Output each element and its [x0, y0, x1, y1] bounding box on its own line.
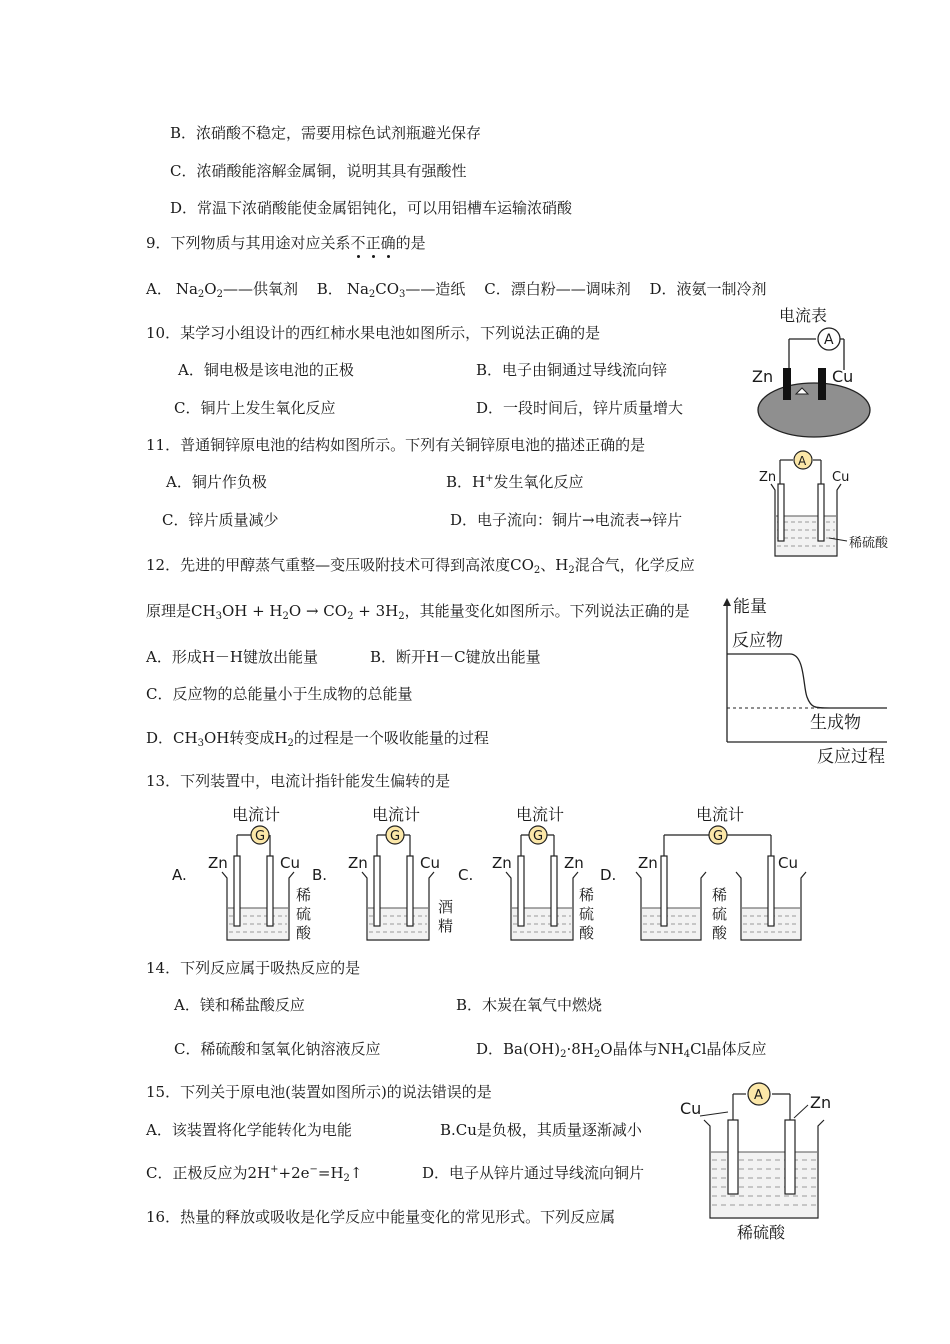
q14-option-c: C．稀硫酸和氢氧化钠溶液反应: [174, 1040, 381, 1058]
q10-option-c: C．铜片上发生氧化反应: [174, 399, 336, 417]
q13-a-g: G: [255, 829, 266, 844]
q13-d-right: Cu: [778, 854, 798, 872]
energy-curve: [727, 654, 887, 708]
q13-c-liquid-2: 硫: [579, 905, 595, 923]
tomato-battery-figure: [752, 302, 882, 437]
q9-option-c: C．漂白粉——调味剂: [484, 280, 631, 298]
q8-option-b: B．浓硝酸不稳定，需要用棕色试剂瓶避光保存: [170, 124, 482, 142]
q11-meter-symbol: A: [798, 454, 807, 468]
q13-b-liquid-2: 精: [438, 917, 454, 935]
tomato-shape: [758, 383, 870, 437]
q12-stem-line1: [146, 555, 695, 575]
q9-stem: [146, 233, 426, 253]
q13-d-liquid-2: 硫: [712, 905, 728, 923]
q11-solution-label: 稀硫酸: [849, 536, 889, 551]
q12-formula-ch3oh: $CH_3OH$: [173, 729, 230, 749]
q11-electrode-right: Cu: [832, 470, 850, 485]
q10-electrode-right: Cu: [832, 367, 854, 386]
q9-options: [146, 279, 767, 299]
q9-emph-1: 不: [350, 234, 366, 252]
q13-d-liquid-1: 稀: [712, 886, 728, 904]
q9-option-b-text: ——造纸: [405, 280, 466, 298]
q13-b-option: B.: [312, 866, 328, 884]
q13-c-liquid-1: 稀: [579, 886, 595, 904]
q11-option-b-text: 发生氧化反应: [493, 473, 584, 491]
q13-c-meter: 电流计: [516, 805, 565, 824]
q13-figure-b: [312, 800, 462, 945]
q13-b-meter: 电流计: [372, 805, 421, 824]
q10-stem: 10．某学习小组设计的西红柿水果电池如图所示，下列说法正确的是: [146, 324, 601, 342]
q11-option-a: A．铜片作负极: [166, 473, 267, 491]
q15-solution-label: 稀硫酸: [737, 1223, 786, 1242]
zn-electrode: [778, 484, 784, 541]
energy-product-label: 生成物: [810, 713, 861, 733]
zn-electrode: [783, 368, 791, 400]
q14-option-b: B．木炭在氧气中燃烧: [456, 996, 603, 1014]
q14-formula-baoh2: $Ba(OH)_2\cdot 8H_2O$: [503, 1040, 613, 1060]
zn-electrode: [785, 1120, 795, 1194]
energy-y-label: 能量: [733, 597, 767, 617]
q9-option-a-text: ——供氧剂: [222, 280, 298, 298]
q9-formula-na2co3: $Na_2CO_3$: [346, 280, 406, 300]
q15-cell-figure: [678, 1080, 848, 1245]
q15-stem: 15．下列关于原电池(装置如图所示)的说法错误的是: [146, 1083, 492, 1101]
q9-option-b-label: B．: [316, 280, 343, 298]
q12-option-c: C．反应物的总能量小于生成物的总能量: [146, 685, 413, 703]
q13-a-liquid-1: 稀: [296, 886, 312, 904]
q16-stem: 16．热量的释放或吸收是化学反应中能量变化的常见形式。下列反应属: [146, 1208, 616, 1226]
q8-option-c: C．浓硝酸能溶解金属铜，说明其具有强酸性: [170, 162, 467, 180]
q12-formula-co2: $CO_2$: [510, 556, 541, 576]
q11-formula-h-plus: H+: [472, 473, 494, 491]
q12-formula-h2: $H_2$: [555, 556, 575, 576]
q13-a-option: A.: [172, 866, 187, 884]
q12-formula-h2-d: $H_2$: [274, 729, 294, 749]
q12-stem1-prefix: 12．先进的甲醇蒸气重整—变压吸附技术可得到高浓度: [146, 556, 511, 574]
q13-c-g: G: [533, 829, 544, 844]
q12-equation: $CH_3OH + H_2O \to CO_2 + 3H_2$: [191, 602, 405, 622]
q10-option-b: B．电子由铜通过导线流向锌: [476, 361, 668, 379]
q13-a-liquid-3: 酸: [296, 924, 312, 942]
q11-stem: 11．普通铜锌原电池的结构如图所示。下列有关铜锌原电池的描述正确的是: [146, 436, 646, 454]
q13-figure-c: [458, 800, 603, 945]
q13-figure-a: [172, 800, 312, 945]
q14-stem: 14．下列反应属于吸热反应的是: [146, 959, 361, 977]
q9-stem-suffix: 的是: [395, 234, 426, 252]
q12-option-a: A．形成H－H键放出能量: [146, 648, 318, 666]
energy-diagram: [715, 592, 900, 767]
cu-zn-cell-figure: [755, 448, 895, 558]
q12-stem1-sep: 、: [540, 556, 556, 574]
q12-option-d-suffix: 的过程是一个吸收能量的过程: [293, 729, 489, 747]
q14-formula-nh4cl: $NH_4Cl$: [657, 1040, 707, 1060]
cu-electrode: [728, 1120, 738, 1194]
q12-option-b: B．断开H－C键放出能量: [370, 648, 541, 666]
q13-d-g: G: [713, 829, 724, 844]
q10-electrode-left: Zn: [752, 367, 774, 386]
q12-stem2-prefix: 原理是: [146, 602, 192, 620]
q10-meter-title: 电流表: [779, 306, 828, 325]
q13-a-right: Cu: [280, 854, 300, 872]
q13-c-left: Zn: [492, 854, 512, 872]
q14-option-d-mid: 晶体与: [612, 1040, 658, 1058]
q15-option-c-label: C．正极反应为: [146, 1164, 248, 1182]
q15-option-a: A．该装置将化学能转化为电能: [146, 1121, 352, 1139]
q15-meter-symbol: A: [754, 1088, 763, 1103]
q13-d-meter: 电流计: [696, 805, 745, 824]
energy-x-label: 反应过程: [817, 747, 885, 767]
q12-stem1-suffix: 混合气，化学反应: [574, 556, 695, 574]
q13-c-liquid-3: 酸: [579, 924, 595, 942]
q14-option-a: A．镁和稀盐酸反应: [174, 996, 305, 1014]
q13-d-option: D.: [600, 866, 617, 884]
cu-electrode: [818, 484, 824, 541]
q15-electrode-left: Cu: [680, 1099, 702, 1118]
q13-stem: 13．下列装置中，电流计指针能发生偏转的是: [146, 772, 451, 790]
q15-equation: $2H^++2e^-=H_2↑$: [247, 1164, 363, 1184]
q14-option-d: [476, 1039, 766, 1059]
q13-figure-d: [600, 800, 810, 945]
q15-option-d: D．电子从锌片通过导线流向铜片: [422, 1164, 645, 1182]
q13-b-g: G: [390, 829, 401, 844]
q13-a-left: Zn: [208, 854, 228, 872]
q10-option-d: D．一段时间后，锌片质量增大: [476, 399, 684, 417]
q9-option-a-label: A．: [146, 280, 172, 298]
q9-emph-3: 确: [380, 234, 396, 252]
q11-electrode-left: Zn: [759, 470, 777, 485]
q14-option-d-label: D．: [476, 1040, 504, 1058]
q12-option-d-mid: 转变成: [229, 729, 275, 747]
q10-meter-symbol: A: [824, 332, 834, 348]
q11-option-c: C．锌片质量减少: [162, 511, 279, 529]
q13-a-meter: 电流计: [232, 805, 281, 824]
q12-stem2-suffix: ，其能量变化如图所示。下列说法正确的是: [404, 602, 690, 620]
q12-option-d: [146, 728, 489, 748]
q11-option-b-label: B．: [446, 473, 473, 491]
q13-c-option: C.: [458, 866, 474, 884]
q13-d-left: Zn: [638, 854, 658, 872]
q15-electrode-right: Zn: [810, 1093, 832, 1112]
energy-reactant-label: 反应物: [732, 631, 783, 651]
q15-option-b: B.Cu是负极，其质量逐渐减小: [440, 1121, 642, 1139]
q13-b-left: Zn: [348, 854, 368, 872]
q12-stem-line2: [146, 601, 690, 621]
q10-option-a: A．铜电极是该电池的正极: [178, 361, 354, 379]
q13-b-liquid-1: 酒: [438, 898, 454, 916]
cu-electrode: [818, 368, 826, 400]
q13-d-liquid-3: 酸: [712, 924, 728, 942]
q15-option-c: [146, 1163, 363, 1183]
q9-emph-2: 正: [365, 234, 381, 252]
q13-b-right: Cu: [420, 854, 440, 872]
q9-stem-prefix: 9．下列物质与其用途对应关系: [146, 234, 351, 252]
q11-option-b: [446, 472, 584, 492]
q8-option-d: D．常温下浓硝酸能使金属铝钝化，可以用铝槽车运输浓硝酸: [170, 199, 573, 217]
q9-formula-na2o2: $Na_2O_2$: [175, 280, 223, 300]
q14-option-d-suffix: 晶体反应: [706, 1040, 767, 1058]
q12-option-d-label: D．: [146, 729, 174, 747]
q9-option-d: D．液氨一制冷剂: [649, 280, 767, 298]
q13-c-right: Zn: [564, 854, 584, 872]
q11-option-d: D．电子流向：铜片→电流表→锌片: [450, 511, 683, 529]
q13-a-liquid-2: 硫: [296, 905, 312, 923]
